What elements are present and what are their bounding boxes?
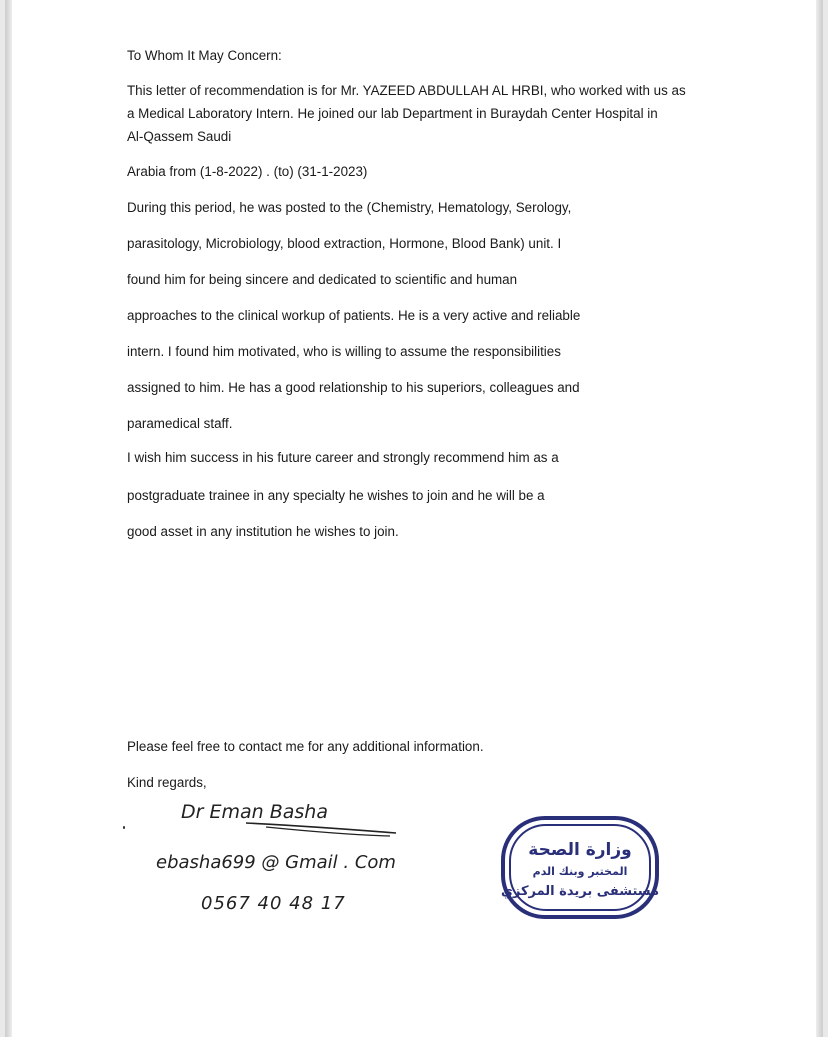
body-line: I wish him success in his future career and strongly recommend him as a xyxy=(127,450,559,465)
intro-line: Arabia from (1-8-2022) . (to) (31-1-2023) xyxy=(127,164,368,179)
stamp-border xyxy=(500,815,660,920)
body-line: approaches to the clinical workup of patients. He is a very active and reliable xyxy=(127,308,581,323)
signature-email: ebasha699 @ Gmail . Com xyxy=(156,852,396,873)
svg-text:المختبر وبنك الدم: المختبر وبنك الدم xyxy=(532,865,628,878)
signature-phone: 0567 40 48 17 xyxy=(201,893,346,914)
letter-page xyxy=(6,0,822,1037)
svg-text:وزارة الصحة: وزارة الصحة xyxy=(528,840,632,860)
page-edge-right xyxy=(816,0,822,1037)
closing-line: Kind regards, xyxy=(127,775,207,790)
signature-block xyxy=(146,795,416,925)
intro-line: a Medical Laboratory Intern. He joined our lab Department in Buraydah Center Hospital in xyxy=(127,106,658,121)
body-line: assigned to him. He has a good relationship to his superiors, colleagues and xyxy=(127,380,580,395)
body-line: good asset in any institution he wishes to join. xyxy=(127,524,399,539)
body-line: found him for being sincere and dedicated to scientific and human xyxy=(127,272,518,287)
signature-name: Dr Eman Basha xyxy=(181,801,328,823)
body-line: paramedical staff. xyxy=(127,416,233,431)
official-stamp xyxy=(500,815,660,920)
body-line: intern. I found him motivated, who is willing to assume the responsibilities xyxy=(127,344,561,359)
svg-text:مستشفى بريدة المركزي: مستشفى بريدة المركزي xyxy=(500,884,660,899)
ink-speck xyxy=(123,826,125,829)
intro-line: This letter of recommendation is for Mr. YAZEED ABDULLAH AL HRBI, who worked with us as xyxy=(127,83,686,98)
body-line: During this period, he was posted to the (Chemistry, Hematology, Serology, xyxy=(127,200,572,215)
page-edge-left xyxy=(6,0,12,1037)
salutation: To Whom It May Concern: xyxy=(127,48,282,63)
body-line: postgraduate trainee in any specialty he wishes to join and he will be a xyxy=(127,488,545,503)
contact-line: Please feel free to contact me for any additional information. xyxy=(127,739,484,754)
body-line: parasitology, Microbiology, blood extraction, Hormone, Blood Bank) unit. I xyxy=(127,236,562,251)
intro-line: Al-Qassem Saudi xyxy=(127,129,232,144)
